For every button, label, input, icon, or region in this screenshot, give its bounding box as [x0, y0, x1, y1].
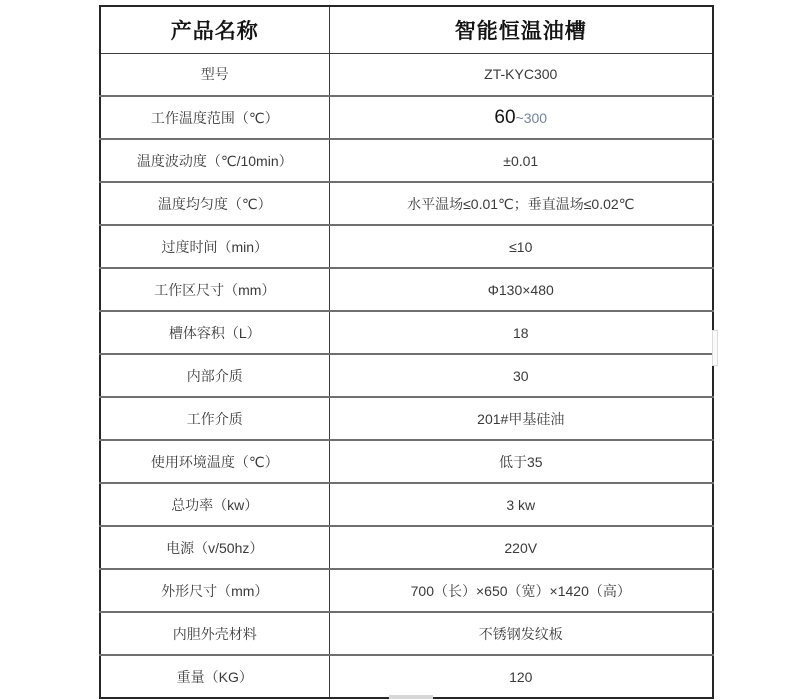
- spec-row-work-zone-size: [100, 268, 713, 311]
- spec-value-cell: [329, 96, 713, 139]
- spec-value-cell: 水平温场≤0.01℃；垂直温场≤0.02℃: [329, 182, 713, 225]
- spec-label-cell: 内部介质: [100, 354, 329, 397]
- spec-label-cell: 槽体容积（L）: [100, 311, 329, 354]
- spec-value-cell: 120: [329, 655, 713, 698]
- spec-row-model: [100, 53, 713, 96]
- spec-row-weight: [100, 655, 713, 698]
- spec-label-cell: 使用环境温度（℃）: [100, 440, 329, 483]
- scrollbar-fragment-right: [712, 330, 718, 366]
- spec-label-cell: 工作温度范围（℃）: [100, 96, 329, 139]
- spec-label-cell: 温度均匀度（℃）: [100, 182, 329, 225]
- spec-row-ambient-temp: [100, 440, 713, 483]
- spec-label-cell: 工作介质: [100, 397, 329, 440]
- spec-label-cell: 型号: [100, 53, 329, 96]
- spec-value-cell: 低于35: [329, 440, 713, 483]
- spec-label-cell: 温度波动度（℃/10min）: [100, 139, 329, 182]
- spec-row-transition-time: [100, 225, 713, 268]
- temp-range-low: 60: [494, 106, 516, 128]
- spec-label-cell: 电源（v/50hz）: [100, 526, 329, 569]
- product-spec-sheet: [99, 5, 714, 699]
- scrollbar-fragment-bottom: [389, 695, 433, 699]
- spec-value-cell: 3 kw: [329, 483, 713, 526]
- spec-value-cell: 不锈钢发纹板: [329, 612, 713, 655]
- spec-label-cell: 外形尺寸（mm）: [100, 569, 329, 612]
- spec-row-temp-fluctuation: [100, 139, 713, 182]
- spec-row-working-temp-range: [100, 96, 713, 139]
- spec-row-temp-uniformity: [100, 182, 713, 225]
- spec-header-value: 智能恒温油槽: [329, 6, 713, 53]
- spec-label-cell: 过度时间（min）: [100, 225, 329, 268]
- spec-value-cell: 18: [329, 311, 713, 354]
- spec-value-cell: 30: [329, 354, 713, 397]
- spec-label-cell: 内胆外壳材料: [100, 612, 329, 655]
- spec-row-tank-volume: [100, 311, 713, 354]
- spec-header-row: [100, 6, 713, 53]
- spec-row-outer-dimensions: [100, 569, 713, 612]
- spec-value-cell: 700（长）×650（宽）×1420（高）: [329, 569, 713, 612]
- product-spec-table: [99, 5, 714, 699]
- spec-label-cell: 重量（KG）: [100, 655, 329, 698]
- spec-header-label: 产品名称: [100, 6, 329, 53]
- spec-row-internal-medium: [100, 354, 713, 397]
- spec-row-power-supply: [100, 526, 713, 569]
- spec-value-cell: 220V: [329, 526, 713, 569]
- spec-row-shell-material: [100, 612, 713, 655]
- spec-value-cell: Φ130×480: [329, 268, 713, 311]
- spec-value-cell: 201#甲基硅油: [329, 397, 713, 440]
- spec-label-cell: 总功率（kw）: [100, 483, 329, 526]
- spec-value-cell: ZT-KYC300: [329, 53, 713, 96]
- spec-row-total-power: [100, 483, 713, 526]
- spec-value-cell: ≤10: [329, 225, 713, 268]
- temp-range-high: ~300: [515, 109, 548, 126]
- spec-value-cell: ±0.01: [329, 139, 713, 182]
- spec-label-cell: 工作区尺寸（mm）: [100, 268, 329, 311]
- spec-row-working-medium: [100, 397, 713, 440]
